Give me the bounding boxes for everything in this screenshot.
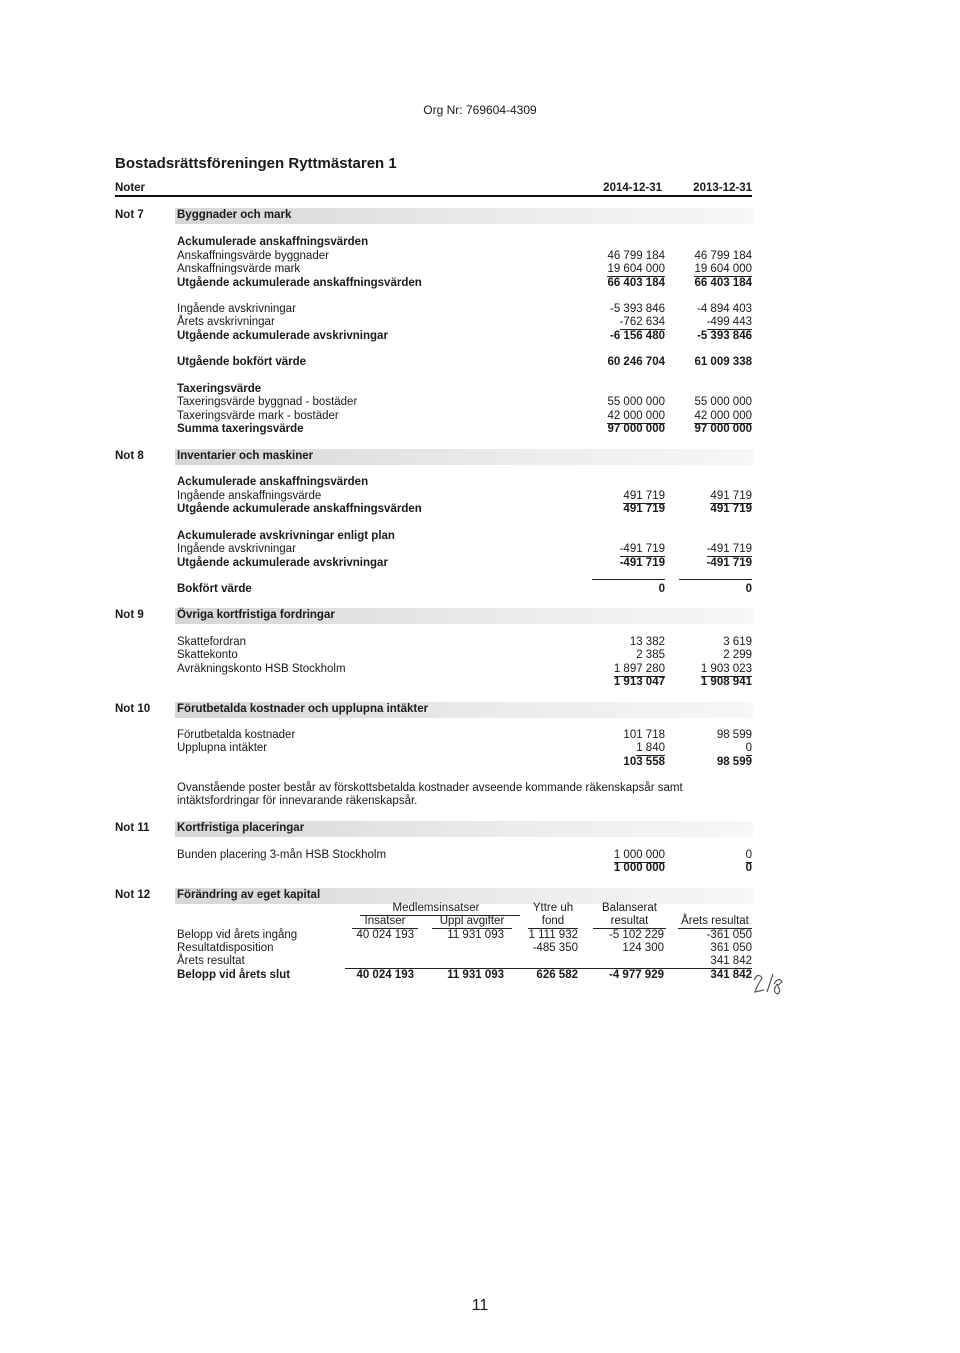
not12-col-yttre: Yttre uh (532, 902, 574, 914)
not10-title: Förutbetalda kostnader och upplupna intäkter (177, 703, 429, 715)
not12-cell: 1 111 932 (528, 929, 578, 941)
not7-row-v2: 66 403 184 (694, 277, 752, 289)
not8-row-v1: -491 719 (619, 543, 665, 555)
not8-rule (679, 579, 752, 580)
not10-total-v1: 103 558 (623, 756, 665, 768)
not11-label: Not 11 (115, 822, 150, 834)
not11-row-v1: 1 000 000 (613, 849, 665, 861)
not7-row-label: Anskaffningsvärde byggnader (177, 250, 329, 262)
not7-row-label: Utgående ackumulerade anskaffningsvärden (177, 277, 422, 289)
not9-row-v1: 2 385 (636, 649, 665, 661)
not7-row-v2: -499 443 (706, 316, 752, 328)
not7-bokfort-label: Utgående bokfört värde (177, 356, 307, 368)
not8-row-v1: 0 (658, 583, 665, 595)
header-rule (115, 195, 752, 197)
not10-text-line2: intäktsfordringar för innevarande räkenskapsår. (177, 795, 418, 807)
not7-row-v2: 97 000 000 (694, 423, 752, 435)
signature-scribble (752, 970, 786, 996)
not9-row-v1: 1 897 280 (613, 663, 665, 675)
not7-row-v1: -6 156 480 (610, 330, 665, 342)
page-number: 11 (471, 1297, 489, 1314)
not12-title: Förändring av eget kapital (177, 889, 321, 901)
not10-row-label: Upplupna intäkter (177, 742, 268, 754)
not12-cell: -5 102 229 (609, 929, 664, 941)
not12-cell: 341 842 (710, 969, 752, 981)
not8-row-v1: 491 719 (623, 490, 665, 502)
not8-row-v2: 0 (745, 583, 752, 595)
not7-row-label: Årets avskrivningar (177, 316, 275, 328)
not9-total-v1: 1 913 047 (613, 676, 665, 688)
not7-tax-head: Taxeringsvärde (177, 383, 262, 395)
not7-row-v2: 55 000 000 (694, 396, 752, 408)
not8-row-label: Bokfört värde (177, 583, 252, 595)
header-noter: Noter (115, 182, 146, 194)
company-name: Bostadsrättsföreningen Ryttmästaren 1 (115, 155, 397, 172)
not8-row-label: Utgående ackumulerade avskrivningar (177, 557, 388, 569)
not7-row-v2: 46 799 184 (694, 250, 752, 262)
not10-row-v2: 98 599 (716, 729, 752, 741)
not12-cell: 11 931 093 (447, 929, 504, 941)
not11-row-label: Bunden placering 3-mån HSB Stockholm (177, 849, 387, 861)
not10-label: Not 10 (115, 703, 151, 715)
not7-s1-head: Ackumulerade anskaffningsvärden (177, 236, 369, 248)
not7-row-v1: 19 604 000 (607, 263, 665, 275)
not9-row-v1: 13 382 (629, 636, 665, 648)
not7-row-v2: 42 000 000 (694, 410, 752, 422)
not12-cell: 40 024 193 (356, 929, 414, 941)
not7-row-label: Summa taxeringsvärde (177, 423, 304, 435)
not12-col-insatser: Insatser (352, 915, 418, 929)
not8-row-label: Utgående ackumulerade anskaffningsvärden (177, 503, 422, 515)
not10-row-v2: 0 (745, 742, 752, 754)
not7-row-v1: 55 000 000 (607, 396, 665, 408)
not7-row-v1: -762 634 (619, 316, 665, 328)
not12-cell: 40 024 193 (356, 969, 414, 981)
not9-row-v2: 1 903 023 (700, 663, 752, 675)
not9-row-v2: 2 299 (723, 649, 752, 661)
not8-title: Inventarier och maskiner (177, 450, 314, 462)
not9-row-label: Avräkningskonto HSB Stockholm (177, 663, 346, 675)
not9-title: Övriga kortfristiga fordringar (177, 609, 335, 621)
not7-row-v1: -5 393 846 (610, 303, 665, 315)
not7-bokfort-v1: 60 246 704 (607, 356, 665, 368)
not8-row-label: Ingående avskrivningar (177, 543, 296, 555)
not12-row-label: Belopp vid årets ingång (177, 929, 298, 941)
not12-group-head: Medlemsinsatser (392, 902, 480, 914)
not8-label: Not 8 (115, 450, 144, 462)
not10-total-v2: 98 599 (716, 756, 752, 768)
not12-cell: 124 300 (622, 942, 664, 954)
not9-row-label: Skattekonto (177, 649, 238, 661)
not7-row-label: Taxeringsvärde mark - bostäder (177, 410, 339, 422)
not11-title: Kortfristiga placeringar (177, 822, 305, 834)
not7-row-v2: -4 894 403 (697, 303, 752, 315)
not7-row-label: Utgående ackumulerade avskrivningar (177, 330, 388, 342)
not8-row-v2: -491 719 (706, 557, 752, 569)
not7-row-v1: 66 403 184 (607, 277, 665, 289)
not8-rule (592, 579, 665, 580)
handwritten-signature (752, 970, 786, 1000)
not7-row-label: Anskaffningsvärde mark (177, 263, 301, 275)
not12-cell: 626 582 (536, 969, 578, 981)
not8-s2-head: Ackumulerade avskrivningar enligt plan (177, 530, 395, 542)
not10-row-v1: 101 718 (623, 729, 665, 741)
not9-label: Not 9 (115, 609, 144, 621)
not8-row-v2: 491 719 (710, 490, 752, 502)
not8-row-v1: 491 719 (623, 503, 665, 515)
not12-col-fond: fond (528, 915, 578, 929)
not8-row-v2: -491 719 (706, 543, 752, 555)
not12-col-uppl: Uppl avgifter (432, 915, 512, 929)
not10-row-v1: 1 840 (636, 742, 665, 754)
header-year-2014: 2014-12-31 (603, 182, 662, 194)
not8-row-label: Ingående anskaffningsvärde (177, 490, 322, 502)
not12-col-resultat: resultat (593, 915, 666, 929)
not7-bokfort-v2: 61 009 338 (694, 356, 752, 368)
header-year-2013: 2013-12-31 (693, 182, 752, 194)
not7-row-v1: 42 000 000 (607, 410, 665, 422)
not11-row-v2: 0 (745, 849, 752, 861)
not7-row-v1: 97 000 000 (607, 423, 665, 435)
not11-total-v1: 1 000 000 (613, 862, 665, 874)
not12-label: Not 12 (115, 889, 151, 901)
not11-total-v2: 0 (745, 862, 752, 874)
not12-cell: 11 931 093 (447, 969, 504, 981)
org-number: Org Nr: 769604-4309 (423, 103, 537, 117)
not10-row-label: Förutbetalda kostnader (177, 729, 296, 741)
not12-cell: -485 350 (532, 942, 578, 954)
not12-cell: 361 050 (710, 942, 752, 954)
not12-cell: 341 842 (710, 955, 752, 967)
not10-text-line1: Ovanstående poster består av förskottsbetalda kostnader avseende kommande räkenskapsår samt (177, 782, 683, 794)
not12-col-arets-resultat: Årets resultat (678, 915, 752, 929)
not8-s1-head: Ackumulerade anskaffningsvärden (177, 476, 369, 488)
not12-row-label: Belopp vid årets slut (177, 969, 291, 981)
not7-row-v1: 46 799 184 (607, 250, 665, 262)
not12-cell: -361 050 (706, 929, 752, 941)
not12-row-label: Resultatdisposition (177, 942, 274, 954)
not12-col-balanserat: Balanserat (602, 902, 657, 914)
not8-row-v2: 491 719 (710, 503, 752, 515)
not9-row-v2: 3 619 (723, 636, 752, 648)
not7-row-label: Ingående avskrivningar (177, 303, 296, 315)
not8-row-v1: -491 719 (619, 557, 665, 569)
not7-row-v2: -5 393 846 (697, 330, 752, 342)
not12-cell: -4 977 929 (609, 969, 664, 981)
not7-label: Not 7 (115, 209, 144, 221)
not12-row-label: Årets resultat (177, 955, 245, 967)
not7-title: Byggnader och mark (177, 209, 292, 221)
not9-total-v2: 1 908 941 (700, 676, 752, 688)
not7-row-label: Taxeringsvärde byggnad - bostäder (177, 396, 358, 408)
not7-row-v2: 19 604 000 (694, 263, 752, 275)
not9-row-label: Skattefordran (177, 636, 247, 648)
